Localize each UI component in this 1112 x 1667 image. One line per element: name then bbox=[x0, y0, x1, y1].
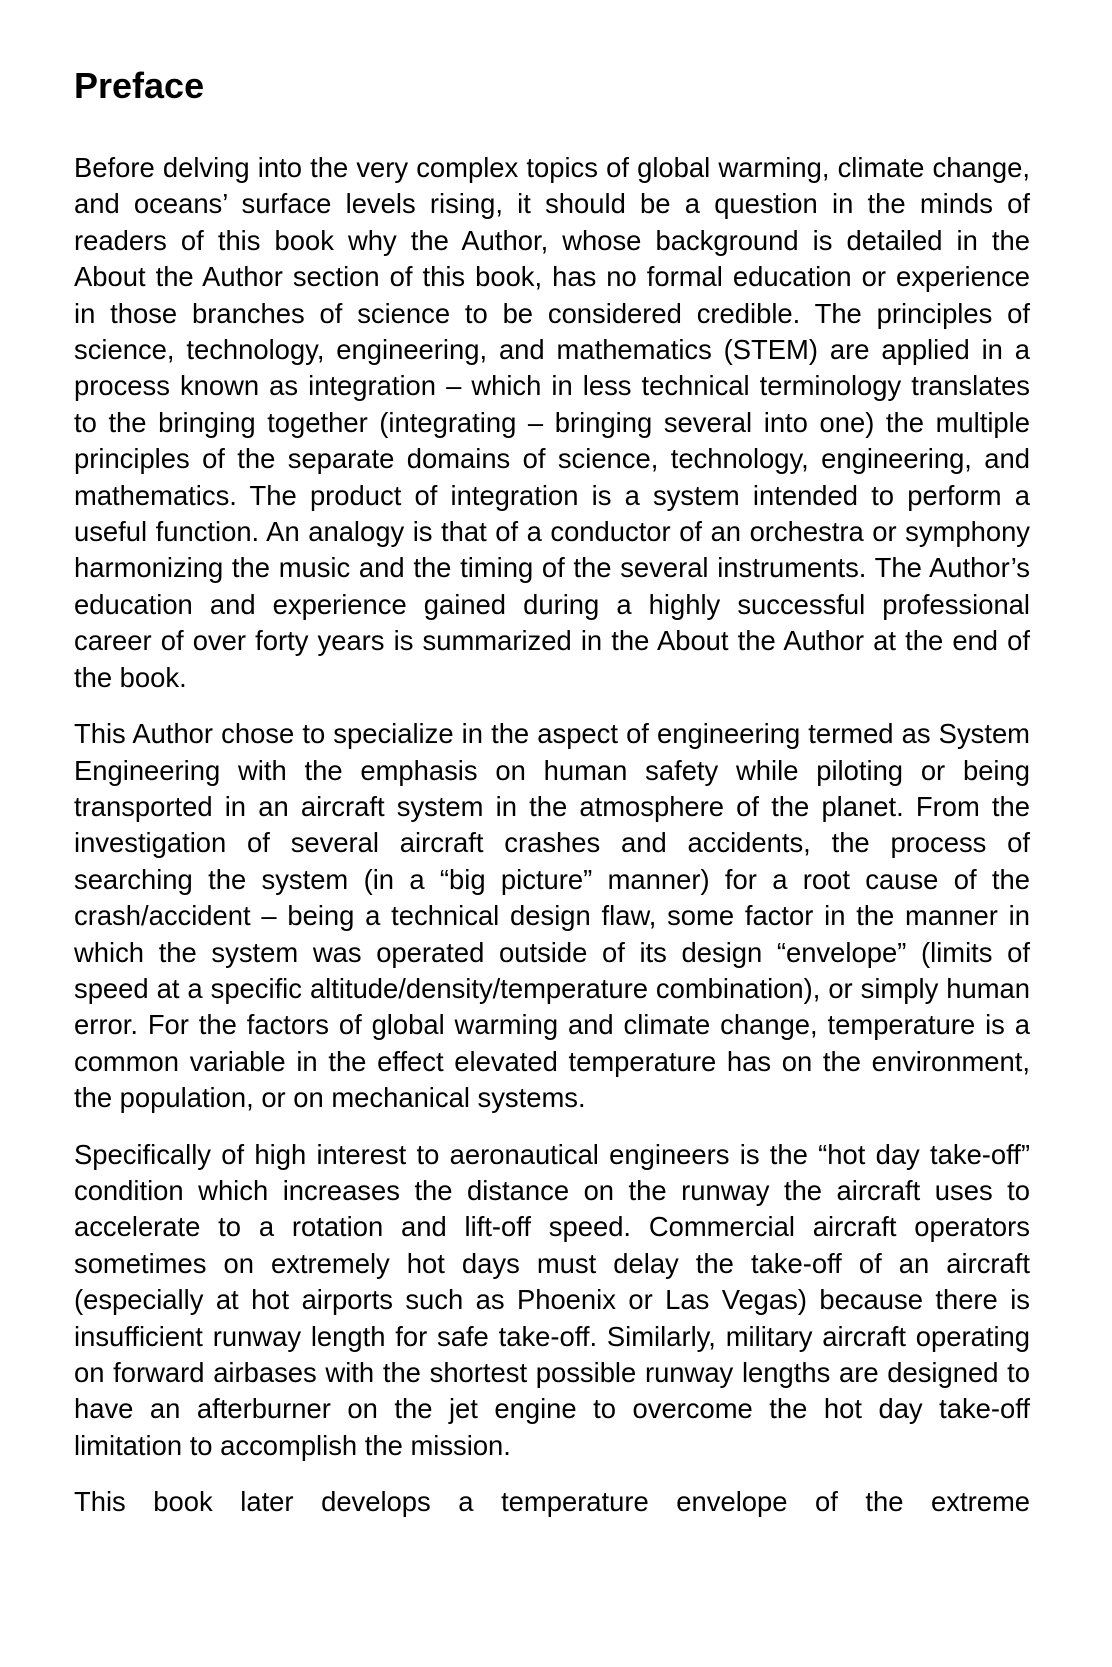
paragraph-1: Before delving into the very complex topics of global warming, climate change, and oceans’ surface levels rising, it should be a question in the minds of readers of this book why the Author, whose background is detailed in the About the Author section of this book, has no formal education or experience in those branches of science to be considered credible. The principles of science, technology, engineering, and mathematics (STEM) are applied in a process known as integration – which in less technical terminology translates to the bringing together (integrating – bringing several into one) the multiple principles of the separate domains of science, technology, engineering, and mathematics. The product of integration is a system intended to perform a useful function. An analogy is that of a conductor of an orchestra or symphony harmonizing the music and the timing of the several instruments. The Author’s education and experience gained during a highly successful professional career of over forty years is summarized in the About the Author at the end of the book. bbox=[74, 152, 1030, 693]
paragraph-3: Specifically of high interest to aeronautical engineers is the “hot day take-off” condition which increases the distance on the runway the aircraft uses to accelerate to a rotation and lift-off speed. Commercial aircraft operators sometimes on extremely hot days must delay the take-off of an aircraft (especially at hot airports such as Phoenix or Las Vegas) because there is insufficient runway length for safe take-off. Similarly, military aircraft operating on forward airbases with the shortest possible runway lengths are designed to have an afterburner on the jet engine to overcome the hot day take-off limitation to accomplish the mission. bbox=[74, 1138, 1030, 1461]
document-page bbox=[74, 0, 1030, 1541]
page-title: Preface bbox=[74, 65, 205, 106]
paragraph-4: This book later develops a temperature envelope of the extreme bbox=[74, 1486, 1030, 1518]
document-body bbox=[74, 150, 1030, 1521]
paragraph-2: This Author chose to specialize in the aspect of engineering termed as System Engineering with the emphasis on human safety while piloting or being transported in an aircraft system in the atmosphere of the planet. From the investigation of several aircraft crashes and accidents, the process of searching the system (in a “big picture” manner) for a root cause of the crash/accident – being a technical design flaw, some factor in the manner in which the system was operated outside of its design “envelope” (limits of speed at a specific altitude/density/temperature combination), or simply human error. For the factors of global warming and climate change, temperature is a common variable in the effect elevated temperature has on the environment, the population, or on mechanical systems. bbox=[74, 718, 1030, 1114]
